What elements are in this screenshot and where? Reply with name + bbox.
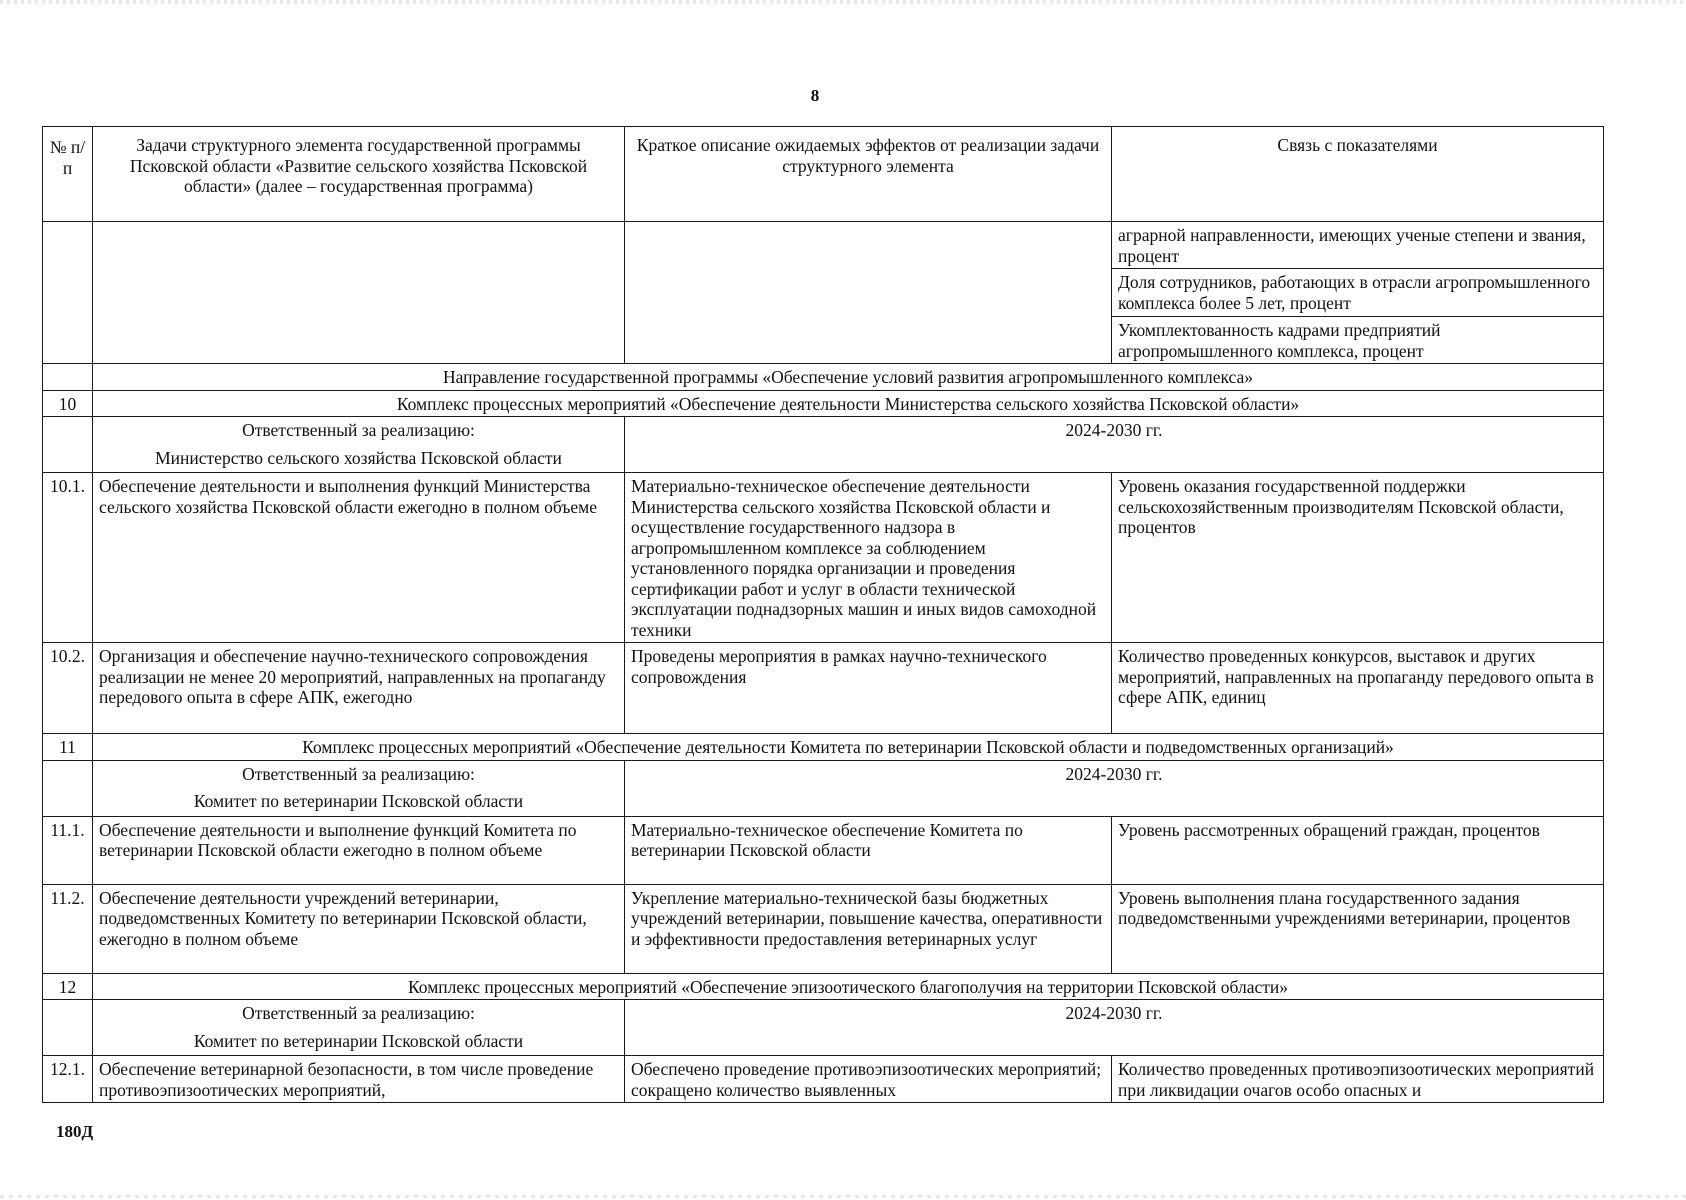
indicator-cell: Уровень выполнения плана государственного задания подведомственными учреждениями ветеринарии, процентов bbox=[1112, 884, 1604, 973]
effect-cell: Обеспечено проведение противоэпизоотических мероприятий; сокращено количество выявленных bbox=[625, 1056, 1112, 1103]
responsible-cell bbox=[93, 417, 625, 473]
continued-effect-cell bbox=[625, 222, 1112, 364]
indicator-cell: Количество проведенных противоэпизоотических мероприятий при ликвидации очагов особо опасных и bbox=[1112, 1056, 1604, 1103]
continued-task-cell bbox=[93, 222, 625, 364]
row-number: 10.2. bbox=[43, 643, 93, 734]
continued-number-cell bbox=[43, 222, 93, 364]
table-row bbox=[43, 643, 1604, 734]
task-cell: Организация и обеспечение научно-технического сопровождения реализации не менее 20 мероприятий, направленных на пропаганду передового опыта в сфере АПК, ежегодно bbox=[93, 643, 625, 734]
responsible-cell bbox=[93, 1000, 625, 1056]
responsible-number-cell bbox=[43, 760, 93, 816]
responsible-label: Ответственный за реализацию: bbox=[242, 1003, 475, 1023]
row-number: 11.2. bbox=[43, 884, 93, 973]
effect-cell: Проведены мероприятия в рамках научно-технического сопровождения bbox=[625, 643, 1112, 734]
scan-edge-bottom bbox=[0, 1195, 1686, 1198]
table-row bbox=[43, 884, 1604, 973]
effect-cell: Материально-техническое обеспечение деятельности Министерства сельского хозяйства Псковской области и осуществление государственного надзора в агропромышленном комплексе за соблюдением установленного порядка организации и проведения сертификации работ и услуг в области технической эксплуатации поднадзорных машин и иных видов самоходной техники bbox=[625, 473, 1112, 643]
task-cell: Обеспечение деятельности и выполнение функций Комитета по ветеринарии Псковской области ежегодно в полном объеме bbox=[93, 816, 625, 884]
indicator-cell: Укомплектованность кадрами предприятий агропромышленного комплекса, процент bbox=[1112, 317, 1604, 364]
header-indicators: Связь с показателями bbox=[1112, 127, 1604, 222]
responsible-label: Ответственный за реализацию: bbox=[242, 420, 475, 440]
table-row bbox=[43, 1056, 1604, 1103]
task-cell: Обеспечение деятельности и выполнения функций Министерства сельского хозяйства Псковской области ежегодно в полном объеме bbox=[93, 473, 625, 643]
responsible-name: Комитет по ветеринарии Псковской области bbox=[193, 791, 524, 811]
header-effects: Краткое описание ожидаемых эффектов от реализации задачи структурного элемента bbox=[625, 127, 1112, 222]
effect-cell: Материально-техническое обеспечение Комитета по ветеринарии Псковской области bbox=[625, 816, 1112, 884]
direction-title: Направление государственной программы «Обеспечение условий развития агропромышленного комплекса» bbox=[93, 364, 1604, 391]
section-number: 10 bbox=[43, 390, 93, 417]
document-code: 180Д bbox=[56, 1122, 94, 1141]
section-title-row bbox=[43, 973, 1604, 1000]
responsible-number-cell bbox=[43, 1000, 93, 1056]
section-title: Комплекс процессных мероприятий «Обеспечение деятельности Министерства сельского хозяйства Псковской области» bbox=[93, 390, 1604, 417]
continued-row bbox=[43, 222, 1604, 269]
header-tasks: Задачи структурного элемента государственной программы Псковской области «Развитие сельского хозяйства Псковской области» (далее – государственная программа) bbox=[93, 127, 625, 222]
period-cell: 2024-2030 гг. bbox=[625, 1000, 1604, 1056]
direction-number-cell bbox=[43, 364, 93, 391]
row-number: 11.1. bbox=[43, 816, 93, 884]
row-number: 12.1. bbox=[43, 1056, 93, 1103]
indicator-cell: аграрной направленности, имеющих ученые степени и звания, процент bbox=[1112, 222, 1604, 269]
page-number: 8 bbox=[810, 86, 820, 105]
indicator-cell: Доля сотрудников, работающих в отрасли агропромышленного комплекса более 5 лет, процент bbox=[1112, 269, 1604, 317]
section-title-row bbox=[43, 390, 1604, 417]
task-cell: Обеспечение ветеринарной безопасности, в том числе проведение противоэпизоотических мероприятий, bbox=[93, 1056, 625, 1103]
responsible-cell bbox=[93, 760, 625, 816]
task-cell: Обеспечение деятельности учреждений ветеринарии, подведомственных Комитету по ветеринарии Псковской области, ежегодно в полном объеме bbox=[93, 884, 625, 973]
section-title-row bbox=[43, 734, 1604, 761]
responsible-row bbox=[43, 417, 1604, 473]
section-title: Комплекс процессных мероприятий «Обеспечение деятельности Комитета по ветеринарии Псковской области и подведомственных организаций» bbox=[93, 734, 1604, 761]
effect-cell: Укрепление материально-технической базы бюджетных учреждений ветеринарии, повышение качества, оперативности и эффективности предоставления ветеринарных услуг bbox=[625, 884, 1112, 973]
indicator-cell: Уровень оказания государственной поддержки сельскохозяйственным производителям Псковской области, процентов bbox=[1112, 473, 1604, 643]
responsible-row bbox=[43, 760, 1604, 816]
responsible-label: Ответственный за реализацию: bbox=[242, 763, 475, 784]
section-number: 12 bbox=[43, 973, 93, 1000]
responsible-name: Министерство сельского хозяйства Псковской области bbox=[155, 447, 562, 468]
responsible-number-cell bbox=[43, 417, 93, 473]
responsible-row bbox=[43, 1000, 1604, 1056]
scan-edge-top bbox=[0, 0, 1686, 4]
indicator-cell: Уровень рассмотренных обращений граждан, процентов bbox=[1112, 816, 1604, 884]
direction-row bbox=[43, 364, 1604, 391]
table-header-row bbox=[43, 127, 1604, 222]
indicator-cell: Количество проведенных конкурсов, выставок и других мероприятий, направленных на пропаганду передового опыта в сфере АПК, единиц bbox=[1112, 643, 1604, 734]
table-row bbox=[43, 473, 1604, 643]
section-number: 11 bbox=[43, 734, 93, 761]
period-cell: 2024-2030 гг. bbox=[625, 760, 1604, 816]
responsible-name: Комитет по ветеринарии Псковской области bbox=[193, 1030, 524, 1051]
period-cell: 2024-2030 гг. bbox=[625, 417, 1604, 473]
section-title: Комплекс процессных мероприятий «Обеспечение эпизоотического благополучия на территории Псковской области» bbox=[93, 973, 1604, 1000]
table-row bbox=[43, 816, 1604, 884]
row-number: 10.1. bbox=[43, 473, 93, 643]
program-table bbox=[42, 126, 1604, 1103]
header-number: № п/п bbox=[43, 127, 93, 222]
